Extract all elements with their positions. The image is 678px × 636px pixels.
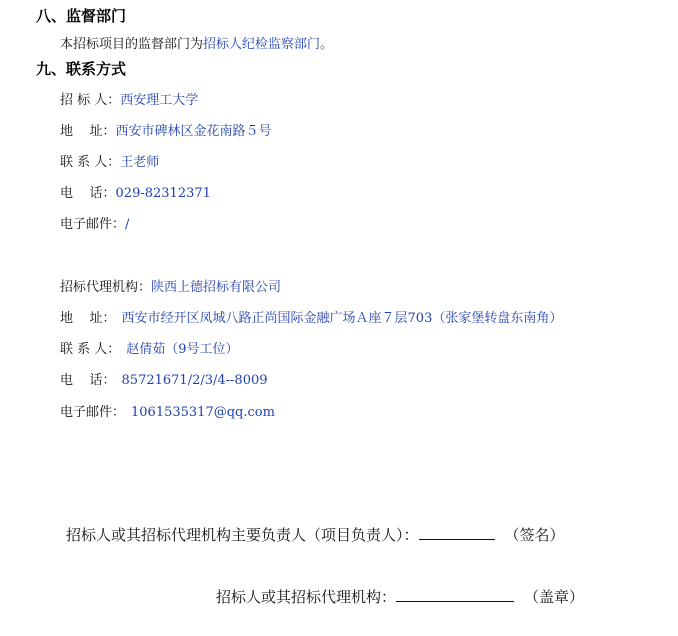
tenderer-contact-row — [60, 151, 159, 170]
agency-address-label: 地 址： — [60, 311, 116, 326]
agency-label: 招标代理机构： — [60, 280, 152, 295]
tenderer-contact-value: 王老师 — [120, 155, 160, 170]
agency-address-value: 西安市经开区凤城八路正尚国际金融广场Ａ座７层703（张家堡转盘东南角） — [121, 311, 563, 326]
seal-blank[interactable] — [396, 589, 514, 602]
signature-suffix: （签名） — [504, 526, 565, 544]
tenderer-email-label: 电子邮件： — [60, 217, 126, 232]
signature-blank[interactable] — [419, 527, 495, 540]
agency-email-value: 1061535317@qq.com — [131, 405, 275, 420]
agency-name-row — [60, 276, 281, 295]
tenderer-email-value: / — [125, 217, 130, 232]
tenderer-address-value: 西安市碑林区金花南路５号 — [115, 124, 272, 139]
tenderer-phone-value: 029-82312371 — [115, 186, 211, 201]
tenderer-address-row — [60, 120, 272, 139]
agency-email-row — [60, 401, 275, 420]
agency-value: 陕西上德招标有限公司 — [151, 280, 282, 295]
tenderer-address-label: 地 址： — [60, 124, 116, 139]
tenderer-label: 招 标 人： — [60, 93, 121, 108]
agency-contact-label: 联 系 人： — [60, 342, 121, 357]
seal-text: 招标人或其招标代理机构： — [216, 588, 397, 606]
agency-address-row — [60, 307, 562, 326]
section-9-heading: 九、联系方式 — [36, 60, 127, 78]
section-8-heading: 八、监督部门 — [36, 7, 127, 25]
signature-responsible-text: 招标人或其招标代理机构主要负责人（项目负责人）： — [66, 526, 419, 544]
agency-contact-value: 赵倩茹（9号工位） — [126, 342, 239, 357]
tenderer-phone-label: 电 话： — [60, 186, 116, 201]
supervision-text — [60, 33, 333, 52]
agency-phone-label: 电 话： — [60, 373, 116, 388]
supervision-prefix: 本招标项目的监督部门为 — [60, 37, 204, 52]
tenderer-name-row — [60, 89, 198, 108]
tenderer-contact-label: 联 系 人： — [60, 155, 121, 170]
tenderer-email-row — [60, 213, 129, 232]
signature-line-responsible — [66, 524, 565, 545]
supervision-department: 招标人纪检监察部门。 — [203, 37, 334, 52]
seal-suffix: （盖章） — [524, 588, 585, 606]
agency-contact-row — [60, 338, 239, 357]
tenderer-phone-row — [60, 182, 211, 201]
agency-phone-row — [60, 369, 268, 388]
seal-line — [216, 586, 584, 607]
agency-email-label: 电子邮件： — [60, 405, 126, 420]
agency-phone-value: 85721671/2/3/4--8009 — [121, 373, 268, 388]
tenderer-value: 西安理工大学 — [120, 93, 199, 108]
